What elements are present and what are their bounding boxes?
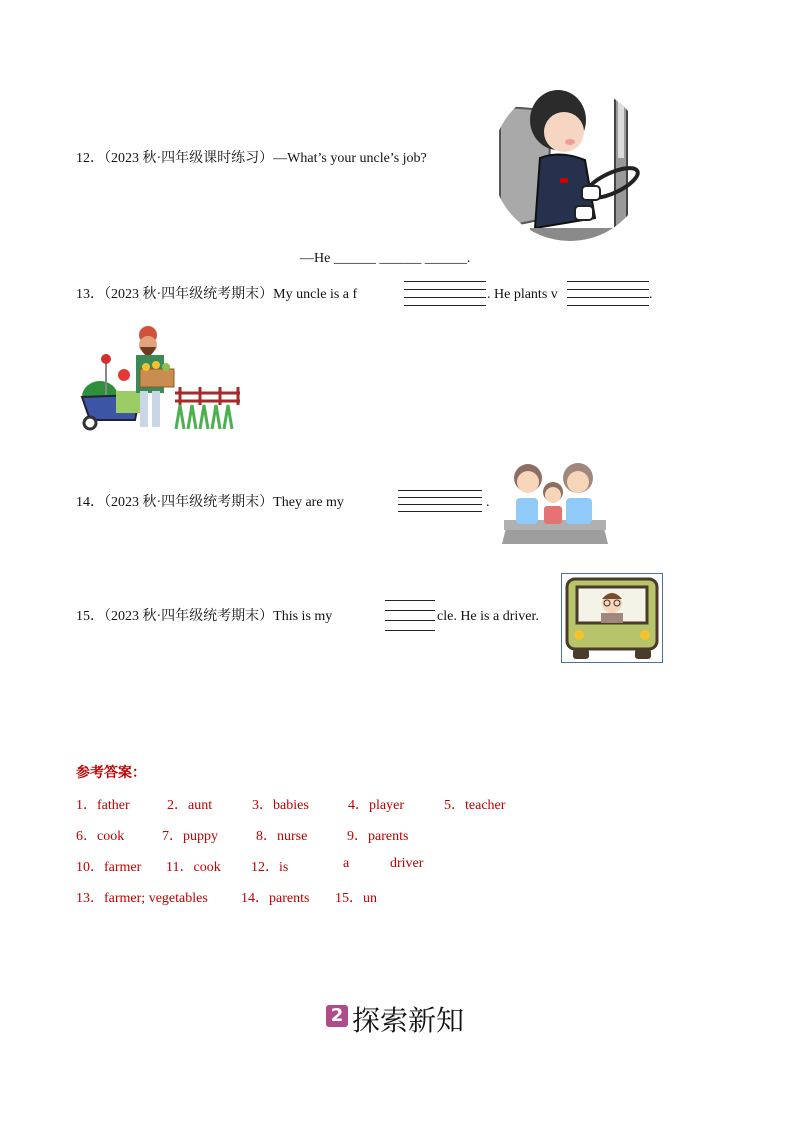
answer-6: 6．cook — [76, 829, 125, 844]
q14-text-b: . — [486, 495, 490, 510]
q12-text: —What’s your uncle’s job? — [273, 151, 427, 166]
answer-8: 8．nurse — [256, 829, 308, 844]
answer-13: 13．farmer; vegetables — [76, 891, 208, 906]
q13-text-a: My uncle is a f — [273, 287, 358, 302]
q15-source: （2023 秋·四年级统考期末） — [104, 609, 274, 624]
bus-driver-illustration — [561, 573, 663, 663]
answer-9: 9．parents — [347, 829, 409, 844]
q13-text-b: . He plants v — [487, 287, 558, 302]
q12-line — [76, 150, 427, 168]
answers-title: 参考答案： — [76, 765, 146, 781]
answers-row-2 — [0, 825, 794, 843]
q15-text-a: This is my — [273, 609, 333, 624]
answer-4: 4．player — [348, 798, 404, 813]
answer-12c: driver — [390, 856, 424, 871]
driver-illustration — [490, 78, 650, 244]
q14-prefix — [76, 494, 344, 512]
answer-1: 1．father — [76, 798, 130, 813]
q14-text-a: They are my — [273, 495, 344, 510]
q12-source: （2023 秋·四年级课时练习） — [104, 151, 274, 166]
q12-number: 12． — [76, 151, 104, 166]
answer-5: 5．teacher — [444, 798, 506, 813]
q15-blank-un[interactable] — [385, 600, 435, 632]
q13-text-c: . — [649, 287, 653, 302]
answer-15: 15．un — [335, 891, 377, 906]
answer-2: 2．aunt — [167, 798, 213, 813]
answer-12a: 12．is — [251, 860, 289, 875]
answers-row-4 — [0, 887, 794, 905]
q14-number: 14． — [76, 495, 104, 510]
q12-answer-line: —He ______ ______ ______. — [300, 251, 471, 266]
answer-14: 14．parents — [241, 891, 310, 906]
answer-12b: a — [343, 856, 350, 871]
answers-row-1 — [0, 794, 794, 812]
answer-7: 7．puppy — [162, 829, 218, 844]
answer-11: 11．cook — [166, 860, 221, 875]
q13-prefix — [76, 286, 357, 304]
answer-10: 10．farmer — [76, 860, 142, 875]
answers-row-3 — [0, 856, 794, 874]
farmer-illustration — [80, 325, 242, 433]
q13-number: 13． — [76, 287, 104, 302]
q13-blank-vegetables[interactable] — [567, 281, 649, 307]
section-title: 探索新知 — [352, 1004, 465, 1037]
q14-blank-parents[interactable] — [398, 490, 482, 514]
answer-3: 3．babies — [252, 798, 309, 813]
q13-source: （2023 秋·四年级统考期末） — [104, 287, 274, 302]
q15-number: 15． — [76, 609, 104, 624]
section-number-badge: 2 — [326, 1005, 348, 1027]
q14-source: （2023 秋·四年级统考期末） — [104, 495, 274, 510]
q15-text-b: cle. He is a driver. — [437, 609, 539, 624]
q13-blank-farmer[interactable] — [404, 281, 486, 307]
q15-prefix — [76, 608, 332, 626]
family-illustration — [500, 458, 610, 546]
